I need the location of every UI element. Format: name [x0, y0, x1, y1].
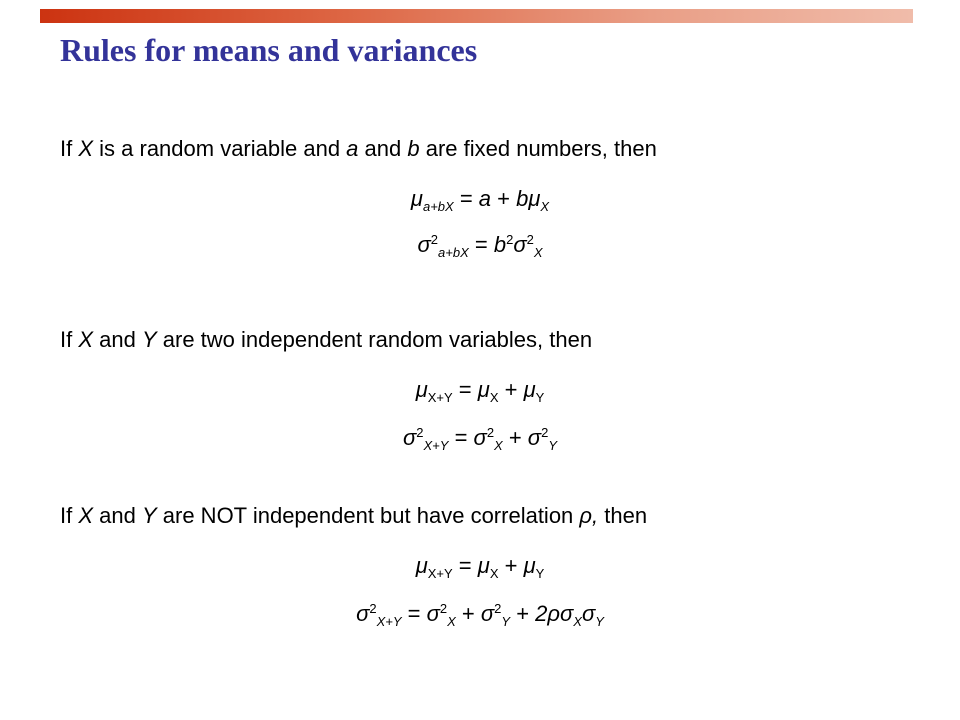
section1-intro: If X is a random variable and a and b are fixed numbers, then: [60, 136, 657, 161]
section1-variance-equation: $\sigma^2_{a+bX} = b^2\sigma^2_X$: [417, 232, 543, 260]
section2-mean-equation: $\mu_{X+Y} = \mu_X + \mu_Y$: [415, 377, 545, 405]
section1-mean-equation: $\mu_{a+bX} = a + b\mu_X$: [410, 186, 550, 214]
slide-title: Rules for means and variances: [60, 32, 478, 68]
section3-intro: If X and Y are NOT independent but have correlation ρ, then: [60, 503, 648, 528]
title-accent-bar: [40, 9, 913, 23]
section2-variance-equation: $\sigma^2_{X+Y} = \sigma^2_X + \sigma^2_Y$: [403, 425, 557, 453]
section2-intro: If X and Y are two independent random variables, then: [60, 327, 593, 352]
section3-variance-equation: $\sigma^2_{X+Y} = \sigma^2_X + \sigma^2_Y + 2\rho\sigma_X\sigma_Y$: [356, 601, 604, 629]
section3-mean-equation: $\mu_{X+Y} = \mu_X + \mu_Y$: [415, 553, 545, 581]
